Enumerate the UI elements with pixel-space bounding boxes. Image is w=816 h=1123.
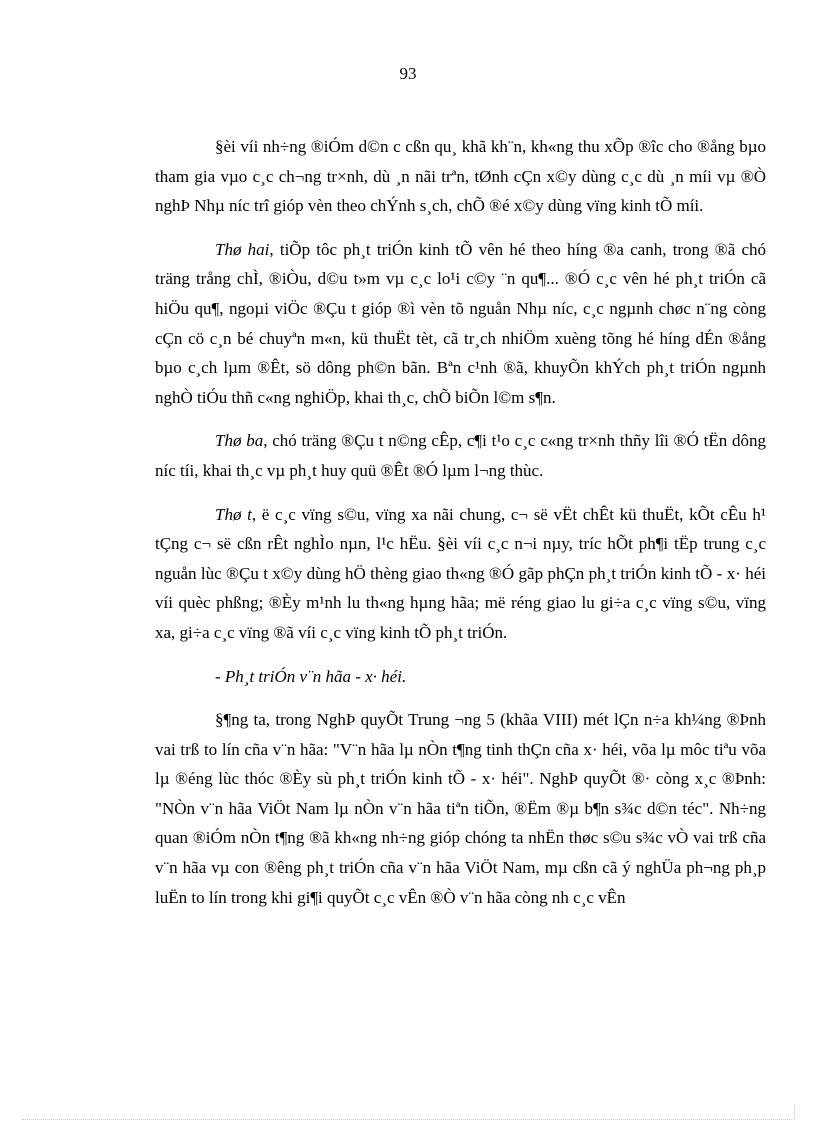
paragraph-intro: [155, 132, 766, 221]
paragraph-second-text: , tiÕp tôc ph¸t triÓn kinh tÕ vên hé theo híng ®a canh, trong ®ã chó träng trång chÌ, ®iÒu, d©u t»m vµ c¸c lo¹i c©y ¨n qu¶... ®Ó c¸c vên hé ph¸t triÓn cã hiÖu qu¶, ngoµi viÖc ®Çu t gióp ®ì vèn tõ nguån Nhµ níc, c¸c ngµnh chøc n¨ng còng cÇn cö c¸n bé chuyªn m«n, kü thuËt tèt, cã tr¸ch nhiÖm xuèng tõng hé híng dÉn ®ång bµo c¸ch lµm ®Êt, sö dông ph©n bãn. Bªn c¹nh ®ã, khuyÕn khÝch ph¸t triÓn ngµnh nghÒ tiÓu thñ c«ng nghiÖp, khai th¸c, chÕ biÕn l©m s¶n.: [155, 239, 766, 407]
section-heading: [155, 662, 766, 692]
paragraph-second-label: Thø hai: [215, 239, 270, 259]
paragraph-intro-text: §èi víi nh÷ng ®iÓm d©n c cßn qu¸ khã kh¨n, kh«ng thu xÕp ®îc cho ®ång bµo tham gia vµo c¸c ch¬ng tr×nh, dù ¸n nãi trªn, tØnh cÇn x©y dùng c¸c dù ¸n míi vµ ®Ò nghÞ Nhµ níc trî gióp vèn theo chÝnh s¸ch, chÕ ®é x©y dùng vïng kinh tÕ míi.: [155, 137, 766, 216]
paragraph-second: [155, 235, 766, 413]
body-text: [155, 132, 766, 926]
paragraph-third-text: , chó träng ®Çu t n©ng cÊp, c¶i t¹o c¸c c«ng tr×nh thñy lîi ®Ó tËn dông níc tíi, khai th¸c vµ ph¸t huy quü ®Êt ®Ó lµm l¬ng thùc.: [155, 431, 766, 480]
section-heading-label: - Ph¸t triÓn v¨n hãa - x· héi.: [215, 666, 407, 686]
footer-tick: [794, 1104, 795, 1119]
page-number: 93: [399, 64, 417, 83]
paragraph-culture-text: §¶ng ta, trong NghÞ quyÕt Trung ¬ng 5 (khãa VIII) mét lÇn n÷a kh¼ng ®Þnh vai trß to lín cña v¨n hãa: "V¨n hãa lµ nÒn t¶ng tinh thÇn cña x· héi, võa lµ môc tiªu võa lµ ®éng lùc thóc ®Èy sù ph¸t triÓn kinh tÕ - x· héi". NghÞ quyÕt ®· còng x¸c ®Þnh: "NÒn v¨n hãa ViÖt Nam lµ nÒn v¨n hãa tiªn tiÕn, ®Ëm ®µ b¶n s¾c d©n téc". Nh÷ng quan ®iÓm nÒn t¶ng ®ã kh«ng nh÷ng gióp chóng ta nhËn thøc s©u s¾c vÒ vai trß cña v¨n hãa vµ con ®êng ph¸t triÓn cña v¨n hãa ViÖt Nam, mµ cßn cã ý nghÜa ph¬ng ph¸p luËn to lín trong khi gi¶i quyÕt c¸c vÊn ®Ò v¨n hãa còng nh c¸c vÊn: [155, 710, 766, 907]
footer-rule: [22, 1119, 794, 1120]
paragraph-fourth-text: , ë c¸c vïng s©u, vïng xa nãi chung, c¬ së vËt chÊt kü thuËt, kÕt cÊu h¹ tÇng c¬ së cßn rÊt nghÌo nµn, l¹c hËu. §èi víi c¸c n¬i nµy, tríc hÕt ph¶i tËp trung c¸c nguån lùc ®Çu t x©y dùng hÖ thèng giao th«ng ®Ó gãp phÇn ph¸t triÓn kinh tÕ - x· héi víi quèc phßng; ®Èy m¹nh lu th«ng hµng hãa; më réng giao lu gi÷a c¸c vïng s©u, vïng xa, gi÷a c¸c vïng ®ã víi c¸c vïng kinh tÕ ph¸t triÓn.: [155, 504, 766, 642]
paragraph-fourth: [155, 500, 766, 648]
paragraph-third: [155, 426, 766, 485]
paragraph-third-label: Thø ba: [215, 431, 264, 451]
paragraph-fourth-label: Thø t: [215, 504, 252, 524]
paragraph-culture: [155, 705, 766, 912]
